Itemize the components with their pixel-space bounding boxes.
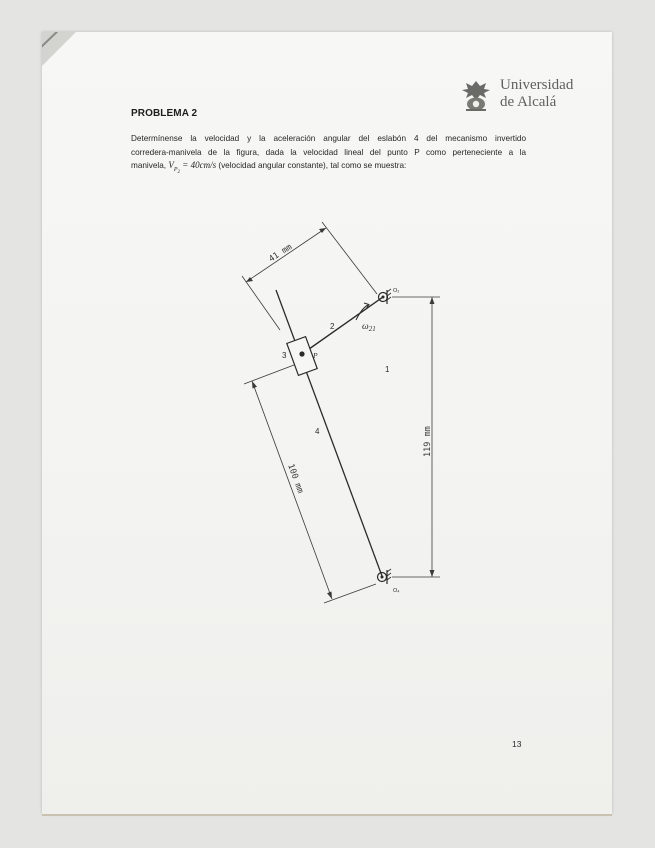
page-number: 13 (512, 739, 522, 749)
dim-41mm-label: 41 mm (267, 242, 295, 265)
statement-line-3-start: manivela, (131, 161, 169, 170)
label-pivot-o4: O₄ (393, 588, 400, 594)
label-omega: $\omega_{21}$ (362, 322, 376, 333)
dimension-41mm (242, 222, 377, 330)
university-name-line2: de Alcalá (500, 94, 557, 110)
label-link-2: 2 (330, 322, 335, 331)
pivot-o4 (378, 569, 392, 584)
statement-line-1: Determínense la velocidad y la aceleración angular del eslabón 4 del mecanismo invertido (131, 134, 526, 143)
label-point-p: P (313, 351, 318, 360)
statement-line-3-end: (velocidad angular constante), tal como se muestra: (216, 161, 407, 170)
problem-title: PROBLEMA 2 (131, 108, 198, 119)
dimension-100mm (244, 365, 376, 603)
pin-p (299, 351, 304, 356)
label-link-4: 4 (315, 427, 320, 436)
statement-line-2: corredera-manivela de la figura, dada la velocidad lineal del punto P como perteneciente a la (131, 147, 526, 157)
label-frame-1: 1 (385, 365, 390, 374)
dim-119mm-label: 119 mm (423, 426, 433, 457)
page-bottom-edge (42, 814, 612, 816)
link-4 (276, 290, 382, 576)
label-pivot-o2: O₂ (393, 288, 400, 294)
dim-100mm-label: 100 mm (285, 462, 306, 495)
document-page (42, 32, 612, 814)
pivot-o2 (379, 289, 392, 304)
university-name-line1: Universidad (500, 77, 574, 93)
mechanism-figure (42, 32, 612, 814)
label-link-3: 3 (282, 351, 287, 360)
velocity-symbol: $V_{P_2} = 40cm/s$ (168, 160, 217, 175)
